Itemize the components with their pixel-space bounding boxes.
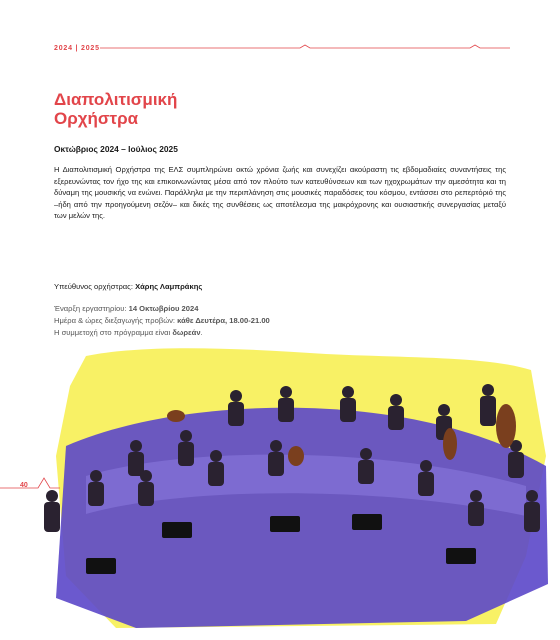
page-marker-line (0, 474, 60, 500)
rehearsal-line (54, 316, 270, 325)
conductor-label: Υπεύθυνος ορχήστρας: (54, 282, 133, 291)
page-title-line2: Ορχήστρα (54, 109, 139, 128)
year-tag: 2024 | 2025 (54, 45, 100, 52)
fee-value: δωρεάν (172, 328, 201, 337)
conductor-name: Χάρης Λαμπράκης (135, 282, 203, 291)
header-rule (100, 44, 510, 52)
orchestra-photo (26, 336, 560, 640)
description: Η Διαπολιτισμική Ορχήστρα της ΕΛΣ συμπληρώνει οκτώ χρόνια ζωής και συνεχίζει ακούραστη τις εβδομαδιαίες συναντήσεις της εξερευνώντας τον ήχο της και επικοινωνώντας μέσα από τον πλούτο των κατευθύνσεων και των ηχοχρωμάτων την αμεσότητα και τη δύναμη της μουσικής να ενώνει. Παράλληλα με την περιπλάνηση στις μουσικές παραδόσεις του κόσμου, εντάσσει στο ρεπερτόριό της –ήδη από την προηγούμενη σεζόν– και δικές της συνθέσεις ως αποτέλεσμα της μακρόχρονης και ουσιαστικής συνεργασίας μεταξύ των μελών της. (54, 165, 506, 221)
page-title-line1: Διαπολιτισμική (54, 90, 178, 109)
fee-suffix: . (200, 328, 203, 337)
workshop-start-value: 14 Οκτωβρίου 2024 (128, 304, 199, 313)
rehearsal-value: κάθε Δευτέρα, 18.00-21.00 (177, 316, 270, 325)
fee-label: Η συμμετοχή στο πρόγραμμα είναι (54, 328, 171, 337)
page-title (54, 90, 254, 128)
period: Οκτώβριος 2024 – Ιούλιος 2025 (54, 144, 178, 154)
conductor-line (54, 282, 202, 291)
workshop-start-line (54, 304, 198, 313)
workshop-start-label: Έναρξη εργαστηρίου: (54, 304, 127, 313)
page-number: 40 (20, 482, 28, 489)
rehearsal-label: Ημέρα & ώρες διεξαγωγής προβών: (54, 316, 176, 325)
